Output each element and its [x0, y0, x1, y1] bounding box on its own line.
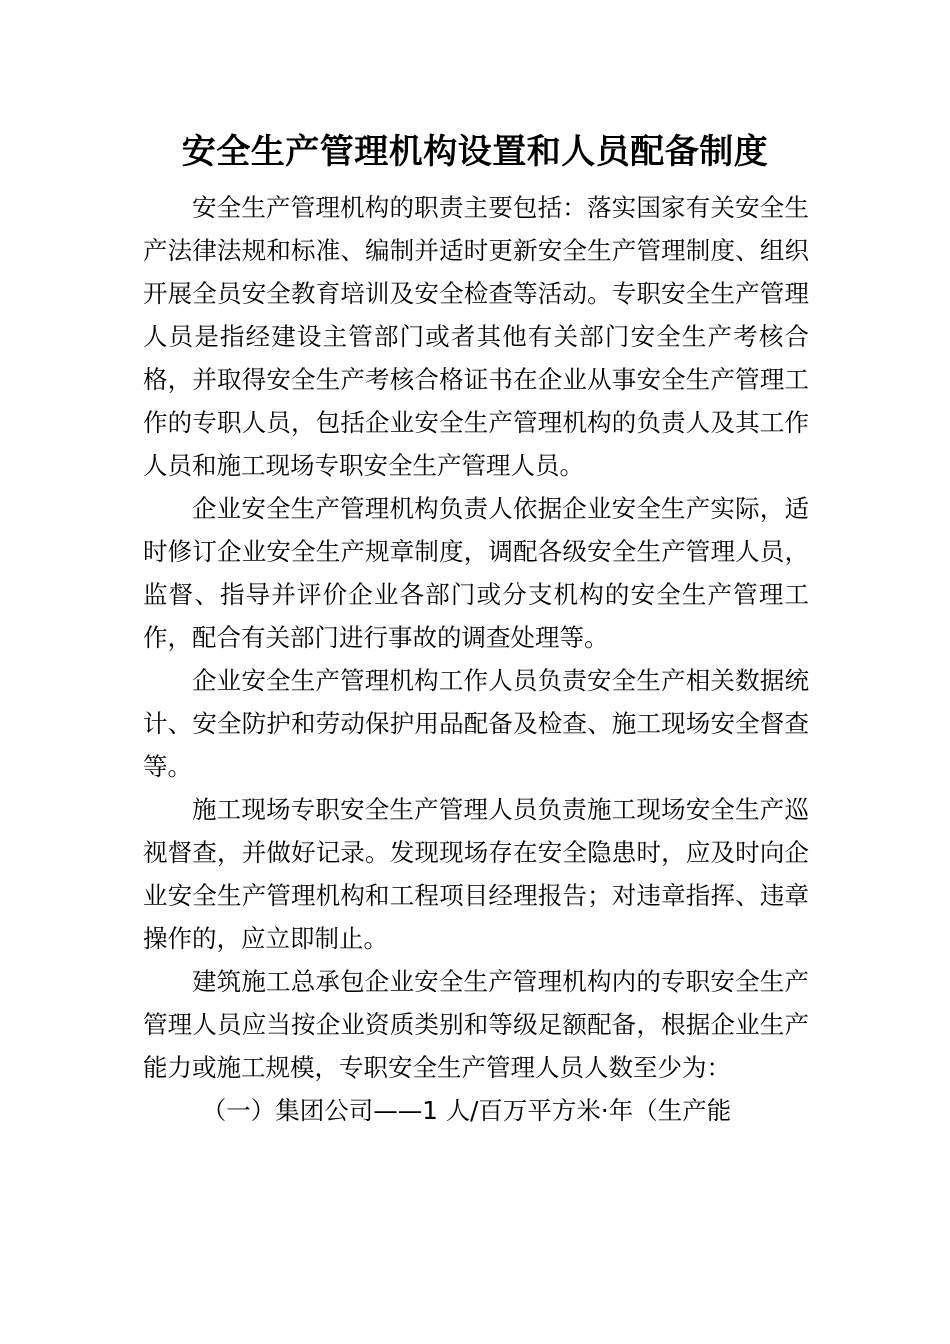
paragraph-duties: 安全生产管理机构的职责主要包括：落实国家有关安全生产法律法规和标准、编制并适时更新安全生产管理制度、组织开展全员安全教育培训及安全检查等活动。专职安全生产管理人员是指经建设主管部门或者其他有关部门安全生产考核合格，并取得安全生产考核合格证书在企业从事安全生产管理工作的专职人员，包括企业安全生产管理机构的负责人及其工作人员和施工现场专职安全生产管理人员。 — [143, 193, 809, 480]
paragraph-staffing-requirements: 建筑施工总承包企业安全生产管理机构内的专职安全生产管理人员应当按企业资质类别和等级足额配备，根据企业生产能力或施工规模，专职安全生产管理人员人数至少为： — [143, 967, 809, 1082]
document-title: 安全生产管理机构设置和人员配备制度 — [181, 132, 769, 172]
paragraph-head-responsibilities: 企业安全生产管理机构负责人依据企业安全生产实际，适时修订企业安全生产规章制度，调配各级安全生产管理人员，监督、指导并评价企业各部门或分支机构的安全生产管理工作，配合有关部门进行事故的调查处理等。 — [143, 494, 809, 652]
paragraph-staff-responsibilities: 企业安全生产管理机构工作人员负责安全生产相关数据统计、安全防护和劳动保护用品配备及检查、施工现场安全督查等。 — [143, 666, 809, 781]
paragraph-site-safety-officers: 施工现场专职安全生产管理人员负责施工现场安全生产巡视督查，并做好记录。发现现场存在安全隐患时，应及时向企业安全生产管理机构和工程项目经理报告；对违章指挥、违章操作的，应立即制止。 — [143, 795, 809, 953]
list-item-group-company: （一）集团公司——1 人/百万平方米·年（生产能 — [201, 1096, 732, 1125]
document-body — [143, 186, 809, 1132]
